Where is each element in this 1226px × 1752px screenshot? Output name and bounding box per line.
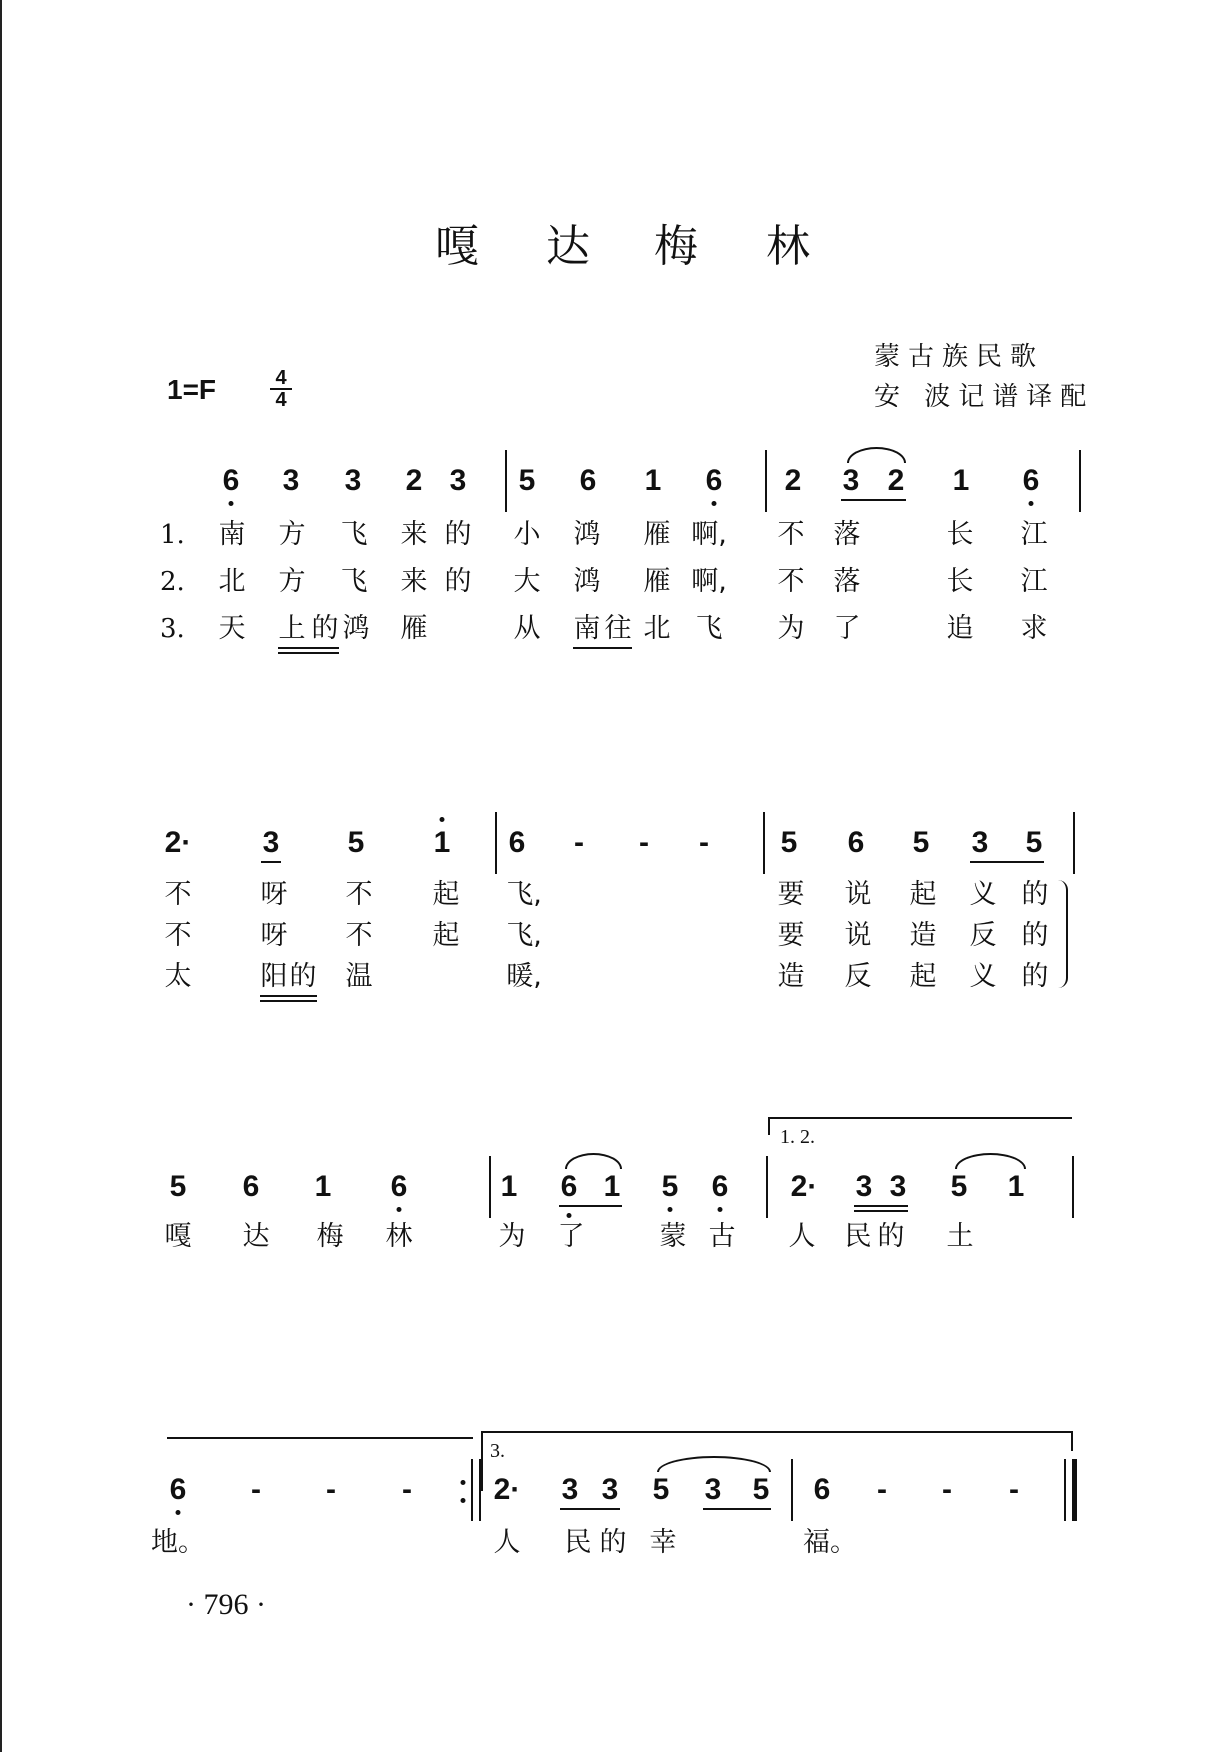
lyric-char: 飞, — [506, 879, 542, 910]
lyric-char: 不 — [777, 519, 805, 550]
note: 6 — [813, 1473, 831, 1506]
note: 3 — [855, 1170, 873, 1203]
volta-bracket-end — [481, 1431, 483, 1491]
lyric-char: 古 — [708, 1221, 736, 1252]
note: 1 — [952, 464, 970, 497]
lyric-char: 呀 — [260, 920, 288, 951]
page-edge-line — [0, 0, 2, 1752]
note: 5 — [652, 1473, 670, 1506]
lyric-char: 落 — [833, 566, 861, 597]
lyric-char: 土 — [946, 1221, 974, 1252]
lyric-char: 要 — [777, 920, 805, 951]
note: 2· — [164, 826, 192, 859]
lyric-char: 的 — [1021, 920, 1049, 951]
lyric-char: 起 — [432, 879, 460, 910]
note: 3 — [889, 1170, 907, 1203]
lyric-char: 呀 — [260, 879, 288, 910]
lyric-char: 长 — [946, 519, 974, 550]
volta-bracket — [481, 1431, 1072, 1433]
note: 3 — [971, 826, 989, 859]
note: 2· — [790, 1170, 818, 1203]
note-underline — [970, 861, 1044, 863]
lyric-char: 往 — [604, 613, 632, 644]
volta-label: 1. 2. — [780, 1126, 815, 1148]
lyric-char: 江 — [1020, 566, 1048, 597]
lyric-char: 鸿 — [573, 566, 601, 597]
lyric-char: 飞 — [695, 613, 723, 644]
note: 5 — [661, 1170, 679, 1203]
title-char: 达 — [546, 221, 590, 272]
note-underline — [261, 861, 281, 863]
lyric-char: 暖, — [506, 961, 542, 992]
note: 3 — [704, 1473, 722, 1506]
barline — [763, 812, 765, 874]
dash-note: - — [402, 1473, 412, 1506]
lyric-char: 小 — [513, 519, 541, 550]
lyric-char: 了 — [833, 613, 861, 644]
volta-label: 3. — [490, 1440, 505, 1462]
lyric-char: 林 — [385, 1221, 413, 1252]
lyric-char: 为 — [777, 613, 805, 644]
lyric-char: 天 — [218, 613, 246, 644]
note-underline — [559, 1205, 622, 1207]
lyric-char: 说 — [844, 920, 872, 951]
volta-bracket-end — [1071, 1431, 1073, 1451]
note: 1 — [1007, 1170, 1025, 1203]
lyric-char: 蒙 — [659, 1221, 687, 1252]
lyric-char: 雁 — [643, 519, 671, 550]
lyric-char: 了 — [557, 1221, 585, 1252]
slur — [657, 1456, 771, 1472]
lyric-underline — [260, 1000, 317, 1002]
dash-note: - — [639, 826, 649, 859]
lyric-underline — [573, 647, 632, 649]
lyric-char: 啊, — [691, 519, 727, 550]
lyric-char: 民 — [564, 1527, 592, 1558]
low-octave-dot — [567, 1213, 572, 1218]
barline — [489, 1156, 491, 1218]
low-octave-dot — [397, 1207, 402, 1212]
note: 6 — [390, 1170, 408, 1203]
note: 3 — [561, 1473, 579, 1506]
lyric-underline — [278, 652, 339, 654]
lyric-char: 不 — [164, 879, 192, 910]
note: 5 — [950, 1170, 968, 1203]
lyric-char: 飞 — [340, 566, 368, 597]
lyric-char: 温 — [345, 961, 373, 992]
note: 2 — [887, 464, 905, 497]
note: 6 — [1022, 464, 1040, 497]
lyric-char: 反 — [969, 920, 997, 951]
final-barline — [1072, 1459, 1077, 1521]
lyric-char: 的 — [444, 519, 472, 550]
note: 3 — [282, 464, 300, 497]
dash-note: - — [251, 1473, 261, 1506]
lyric-char: 说 — [844, 879, 872, 910]
note: 2 — [405, 464, 423, 497]
note: 6 — [705, 464, 723, 497]
lyric-char: 求 — [1020, 613, 1048, 644]
note: 6 — [169, 1473, 187, 1506]
lyric-char: 鸿 — [573, 519, 601, 550]
lyric-char: 不 — [345, 879, 373, 910]
note: 6 — [508, 826, 526, 859]
note: 5 — [169, 1170, 187, 1203]
note: 5 — [518, 464, 536, 497]
note: 1 — [500, 1170, 518, 1203]
note: 6 — [222, 464, 240, 497]
lyric-char: 幸 — [649, 1527, 677, 1558]
note: 6 — [847, 826, 865, 859]
lyric-char: 起 — [432, 920, 460, 951]
lyric-char: 大 — [513, 566, 541, 597]
note: 1 — [433, 826, 451, 859]
lyric-char: 达 — [242, 1221, 270, 1252]
note-underline — [841, 499, 906, 501]
lyric-char: 人 — [788, 1221, 816, 1252]
lyric-char: 阳 — [260, 961, 288, 992]
barline — [495, 812, 497, 874]
lyric-char: 南 — [573, 613, 601, 644]
time-top: 4 — [275, 367, 287, 389]
lyric-char: 鸿 — [342, 613, 370, 644]
barline — [1073, 812, 1075, 874]
note-underline — [703, 1508, 771, 1510]
note: 6 — [560, 1170, 578, 1203]
lyric-char: 造 — [777, 961, 805, 992]
lyric-char: 的 — [1021, 879, 1049, 910]
lyric-char: 不 — [164, 920, 192, 951]
low-octave-dot — [176, 1510, 181, 1515]
note-underline — [560, 1508, 620, 1510]
lyric-char: 从 — [513, 613, 541, 644]
note: 3 — [262, 826, 280, 859]
lyric-char: 义 — [969, 879, 997, 910]
lyric-char: 啊, — [691, 566, 727, 597]
barline — [1079, 450, 1081, 512]
barline — [471, 1459, 473, 1521]
dash-note: - — [326, 1473, 336, 1506]
repeat-dot — [461, 1498, 466, 1503]
title-char: 嘎 — [435, 221, 479, 272]
lyric-char: 北 — [643, 613, 671, 644]
high-octave-dot — [440, 817, 445, 822]
lyric-char: 方 — [278, 519, 306, 550]
note-underline — [854, 1210, 908, 1212]
lyric-char: 来 — [400, 566, 428, 597]
lyric-char: 追 — [946, 613, 974, 644]
note-underline — [854, 1205, 908, 1207]
title-char: 林 — [766, 221, 810, 272]
lyric-char: 起 — [909, 961, 937, 992]
lyric-char: 来 — [400, 519, 428, 550]
time-signature — [270, 368, 292, 410]
verse-number: 1. — [160, 520, 185, 550]
lyric-char: 的 — [877, 1221, 905, 1252]
lyric-char: 民 — [844, 1221, 872, 1252]
lyric-char: 要 — [777, 879, 805, 910]
lyric-underline — [260, 995, 317, 997]
note: 5 — [752, 1473, 770, 1506]
lyric-char: 的 — [599, 1527, 627, 1558]
dash-note: - — [699, 826, 709, 859]
title-char: 梅 — [654, 221, 698, 272]
lyric-char: 为 — [498, 1221, 526, 1252]
lyric-char: 不 — [345, 920, 373, 951]
lyric-char: 地。 — [151, 1527, 205, 1558]
lyric-char: 造 — [909, 920, 937, 951]
note: 1 — [644, 464, 662, 497]
note: 6 — [579, 464, 597, 497]
dash-note: - — [877, 1473, 887, 1506]
note: 3 — [601, 1473, 619, 1506]
note: 5 — [347, 826, 365, 859]
lyric-char: 的 — [1021, 961, 1049, 992]
lyric-char: 方 — [278, 566, 306, 597]
barline — [766, 1156, 768, 1218]
lyric-char: 嘎 — [164, 1221, 192, 1252]
slur — [955, 1153, 1026, 1169]
lyric-char: 人 — [493, 1527, 521, 1558]
lyric-char: 雁 — [400, 613, 428, 644]
barline — [1064, 1459, 1066, 1521]
low-octave-dot — [229, 501, 234, 506]
song-arranger: 安 波记谱译配 — [874, 382, 1095, 412]
lyric-char: 的 — [289, 961, 317, 992]
low-octave-dot — [668, 1207, 673, 1212]
dash-note: - — [574, 826, 584, 859]
repeat-dot — [461, 1480, 466, 1485]
slur — [847, 447, 906, 463]
slur — [565, 1153, 622, 1169]
lyric-char: 福。 — [803, 1527, 857, 1558]
lyric-char: 不 — [777, 566, 805, 597]
lyric-char: 雁 — [643, 566, 671, 597]
time-bottom: 4 — [270, 388, 292, 410]
lyric-char: 上 — [278, 613, 306, 644]
note: 6 — [242, 1170, 260, 1203]
low-octave-dot — [712, 501, 717, 506]
lyric-char: 江 — [1020, 519, 1048, 550]
lyric-char: 长 — [946, 566, 974, 597]
barline — [505, 450, 507, 512]
note: 5 — [780, 826, 798, 859]
dash-note: - — [1009, 1473, 1019, 1506]
note: 1 — [603, 1170, 621, 1203]
barline — [791, 1459, 793, 1521]
barline — [1072, 1156, 1074, 1218]
lyric-char: 的 — [311, 613, 339, 644]
page-number: · 796 · — [186, 1588, 266, 1621]
song-origin: 蒙古族民歌 — [874, 342, 1045, 372]
lyric-char: 的 — [444, 566, 472, 597]
note: 3 — [344, 464, 362, 497]
note: 3 — [842, 464, 860, 497]
lyric-char: 飞, — [506, 920, 542, 951]
volta-bracket — [768, 1117, 1072, 1119]
key-signature: 1=F — [167, 374, 217, 405]
note: 5 — [912, 826, 930, 859]
note: 2 — [784, 464, 802, 497]
volta-bracket — [167, 1437, 473, 1439]
lyric-char: 飞 — [340, 519, 368, 550]
lyric-char: 起 — [909, 879, 937, 910]
low-octave-dot — [1029, 501, 1034, 506]
verse-brace — [1056, 880, 1068, 988]
lyric-char: 义 — [969, 961, 997, 992]
barline — [765, 450, 767, 512]
verse-number: 3. — [160, 614, 185, 644]
verse-number: 2. — [160, 567, 185, 597]
lyric-char: 太 — [164, 961, 192, 992]
note: 3 — [449, 464, 467, 497]
note: 2· — [493, 1473, 521, 1506]
note: 1 — [314, 1170, 332, 1203]
lyric-char: 南 — [218, 519, 246, 550]
lyric-char: 梅 — [316, 1221, 344, 1252]
note: 6 — [711, 1170, 729, 1203]
lyric-char: 落 — [833, 519, 861, 550]
note: 5 — [1025, 826, 1043, 859]
dash-note: - — [942, 1473, 952, 1506]
lyric-char: 北 — [218, 566, 246, 597]
low-octave-dot — [718, 1207, 723, 1212]
lyric-char: 反 — [844, 961, 872, 992]
lyric-underline — [278, 647, 339, 649]
volta-bracket-end — [768, 1117, 770, 1135]
